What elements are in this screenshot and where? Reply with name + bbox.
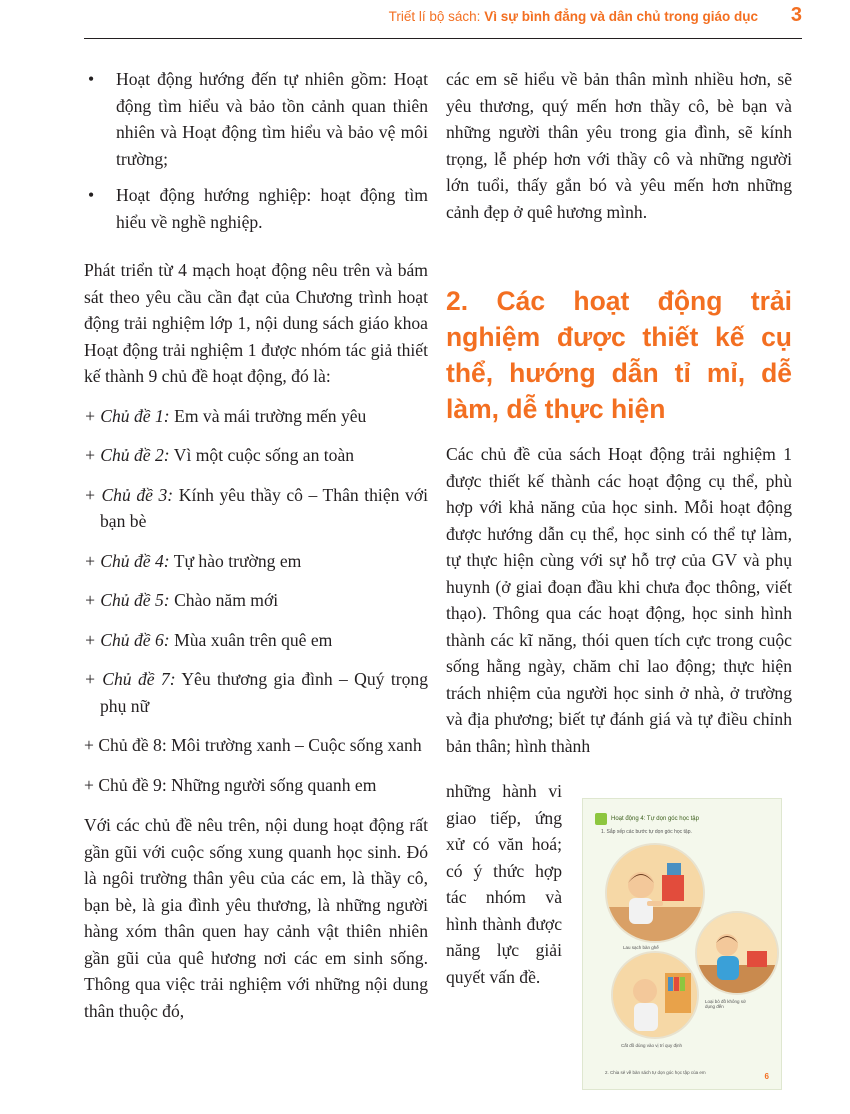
intro-paragraph: Phát triển từ 4 mạch hoạt động nêu trên và bám sát theo yêu cầu cần đạt của Chương trình hoạt động trải nghiệm lớp 1, nội dung sách giáo khoa Hoạt động trải nghiệm 1 được nhóm tác giả thiết kế thành 9 chủ đề hoạt động, đó là: xyxy=(84,260,428,386)
activity-badge-icon xyxy=(595,813,607,825)
child-putting-away-books-illustration xyxy=(613,953,699,1039)
topic-label: + Chủ đề 7: xyxy=(84,669,176,689)
topic-item-6 xyxy=(84,627,428,654)
topic-label: + Chủ đề 4: xyxy=(84,550,170,571)
bullet-item xyxy=(84,182,428,235)
textbook-illustration xyxy=(582,798,782,1090)
topic-item-3 xyxy=(84,482,428,535)
child-cleaning-desk-illustration xyxy=(607,845,705,943)
illustration-circle-2 xyxy=(695,911,779,995)
topic-text: Yêu thương gia đình – Quý trọng phụ nữ xyxy=(100,669,428,716)
header-rule xyxy=(84,38,802,39)
right-column xyxy=(446,66,792,759)
topic-label: + Chủ đề 3: xyxy=(84,484,174,505)
running-title-label: Triết lí bộ sách: xyxy=(388,9,481,24)
bullet-dot: • xyxy=(88,185,95,205)
topic-item-4 xyxy=(84,548,428,575)
topic-text: Tự hào trường em xyxy=(169,550,302,571)
page-header xyxy=(84,0,802,40)
topic-item-2 xyxy=(84,442,428,469)
topic-text: Những người sống quanh em xyxy=(166,774,377,795)
illustration-circle-1 xyxy=(605,843,705,943)
running-title xyxy=(389,9,758,24)
bullet-text: Hoạt động hướng đến tự nhiên gồm: Hoạt động tìm hiểu và bảo tồn cảnh quan thiên nhiên và Hoạt động tìm hiểu và bảo vệ môi trường; xyxy=(116,69,428,169)
left-column xyxy=(84,66,428,1024)
figure-subtitle: 1. Sắp xếp các bước tự dọn góc học tập. xyxy=(601,829,692,835)
topic-text: Kính yêu thầy cô – Thân thiện với bạn bè xyxy=(100,484,428,531)
topic-item-9 xyxy=(84,772,428,799)
topic-text: Chào năm mới xyxy=(169,590,279,610)
topic-item-5 xyxy=(84,587,428,614)
topic-label: + Chủ đề 8: xyxy=(84,735,167,755)
wrapped-paragraph: những hành vi giao tiếp, ứng xử có văn hoá; có ý thức hợp tác nhóm và hình thành được năng lực giải quyết vấn đề. xyxy=(446,781,562,987)
page-number: 3 xyxy=(790,4,802,26)
topic-text: Vì một cuộc sống an toàn xyxy=(169,445,355,465)
section-heading: 2. Các hoạt động trải nghiệm được thiết kế cụ thể, hướng dẫn tỉ mỉ, dễ làm, dễ thực hiện xyxy=(446,286,792,424)
bullet-dot: • xyxy=(88,69,95,89)
caption-2: Loại bỏ đồ không sử dụng đến xyxy=(705,999,747,1009)
topic-item-7 xyxy=(84,666,428,719)
topic-label: + Chủ đề 6: xyxy=(84,629,170,650)
section-body: Các chủ đề của sách Hoạt động trải nghiệm 1 được thiết kế thành các hoạt động cụ thể, phù hợp với khả năng của học sinh. Mỗi hoạt động được hướng dẫn cụ thể, học sinh có thể tự làm, tự thực hiện cùng với sự hỗ trợ của GV và phụ huynh (ở giai đoạn đầu khi chưa đọc thông, viết thạo). Thông qua các hoạt động, học sinh hình thành các kĩ năng, thói quen tích cực trong cuộc sống hằng ngày, chăm chỉ lao động; thực hiện trách nhiệm của người học sinh ở nhà, ở trường và địa phương; biết tự đánh giá và tự điều chỉnh bản thân; hình thành xyxy=(446,444,792,756)
topic-text: Môi trường xanh – Cuộc sống xanh xyxy=(166,735,422,755)
topic-label: + Chủ đề 1: xyxy=(84,405,170,426)
caption-3: Cất đồ dùng vào vị trí quy định xyxy=(621,1043,683,1048)
topic-item-8 xyxy=(84,732,428,759)
bullet-text: Hoạt động hướng nghiệp: hoạt động tìm hiểu về nghề nghiệp. xyxy=(116,185,428,232)
bullet-item xyxy=(84,66,428,172)
illustration-circle-3 xyxy=(611,951,699,1039)
figure-page-number: 6 xyxy=(764,1072,769,1081)
topic-label: + Chủ đề 5: xyxy=(84,590,170,610)
figure-footer: 2. Chia sẻ về bàn sách tự dọn góc học tập của em xyxy=(605,1070,706,1075)
topic-text: Em và mái trường mến yêu xyxy=(169,405,367,426)
topic-label: + Chủ đề 2: xyxy=(84,445,170,465)
child-sorting-items-illustration xyxy=(697,913,779,995)
closing-paragraph: Với các chủ đề nêu trên, nội dung hoạt động rất gần gũi với cuộc sống xung quanh học sinh. Đó là ngôi trường thân yêu của các em, là thầy cô, bạn bè, là gia đình yêu thương, là những người hàng xóm thân quen hay cảnh vật thiên nhiên gần gũi của quê hương nơi các em sinh sống. Thông qua việc trải nghiệm với những nội dung thân thuộc đó, xyxy=(84,815,428,1021)
figure-title: Hoạt động 4: Tự dọn góc học tập xyxy=(611,816,699,822)
figure-header xyxy=(595,813,699,825)
continuation-paragraph: các em sẽ hiểu về bản thân mình nhiều hơn, sẽ yêu thương, quý mến hơn thầy cô, bè bạn và những người thân yêu trong gia đình, sẽ kính trọng, lễ phép hơn với thầy cô và những người lớn tuổi, thấy gắn bó và yêu mến hơn những cảnh đẹp ở quê hương mình. xyxy=(446,69,792,222)
topic-label: + Chủ đề 9: xyxy=(84,774,167,795)
topic-text: Mùa xuân trên quê em xyxy=(169,629,333,650)
running-title-main: Vì sự bình đẳng và dân chủ trong giáo dục xyxy=(484,9,758,24)
topic-item-1 xyxy=(84,403,428,430)
caption-1: Lau sạch bàn ghế xyxy=(623,945,659,950)
